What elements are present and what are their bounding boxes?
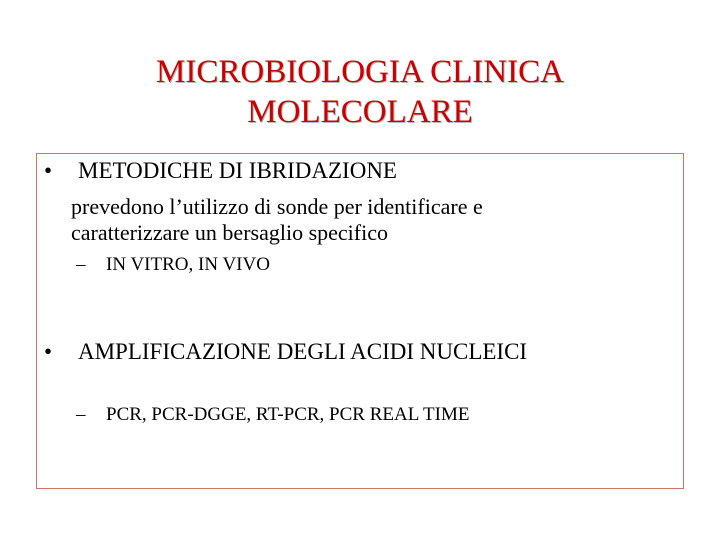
- bullet-dot-icon: •: [44, 158, 53, 183]
- sub-bullet-pcr-methods: [76, 404, 636, 428]
- dash-icon: –: [76, 404, 86, 425]
- bullet-description-line-1: prevedono l’utilizzo di sonde per identificare e: [71, 194, 483, 219]
- bullet-hybridization: [44, 159, 684, 249]
- bullet-dot-icon: •: [44, 339, 53, 364]
- sub-bullet-text: PCR, PCR-DGGE, RT-PCR, PCR REAL TIME: [106, 404, 470, 425]
- bullet-amplification: [44, 340, 684, 370]
- slide-title: [0, 52, 720, 132]
- bullet-heading: AMPLIFICAZIONE DEGLI ACIDI NUCLEICI: [78, 339, 528, 364]
- slide-title-line-2: MOLECOLARE: [247, 94, 473, 130]
- dash-icon: –: [76, 254, 86, 275]
- sub-bullet-text: IN VITRO, IN VIVO: [106, 254, 270, 275]
- slide-title-line-1: MICROBIOLOGIA CLINICA: [156, 54, 564, 90]
- bullet-description: [71, 194, 483, 246]
- bullet-heading: METODICHE DI IBRIDAZIONE: [78, 158, 397, 183]
- sub-bullet-in-vitro-in-vivo: [76, 254, 376, 278]
- bullet-description-line-2: caratterizzare un bersaglio specifico: [71, 220, 388, 245]
